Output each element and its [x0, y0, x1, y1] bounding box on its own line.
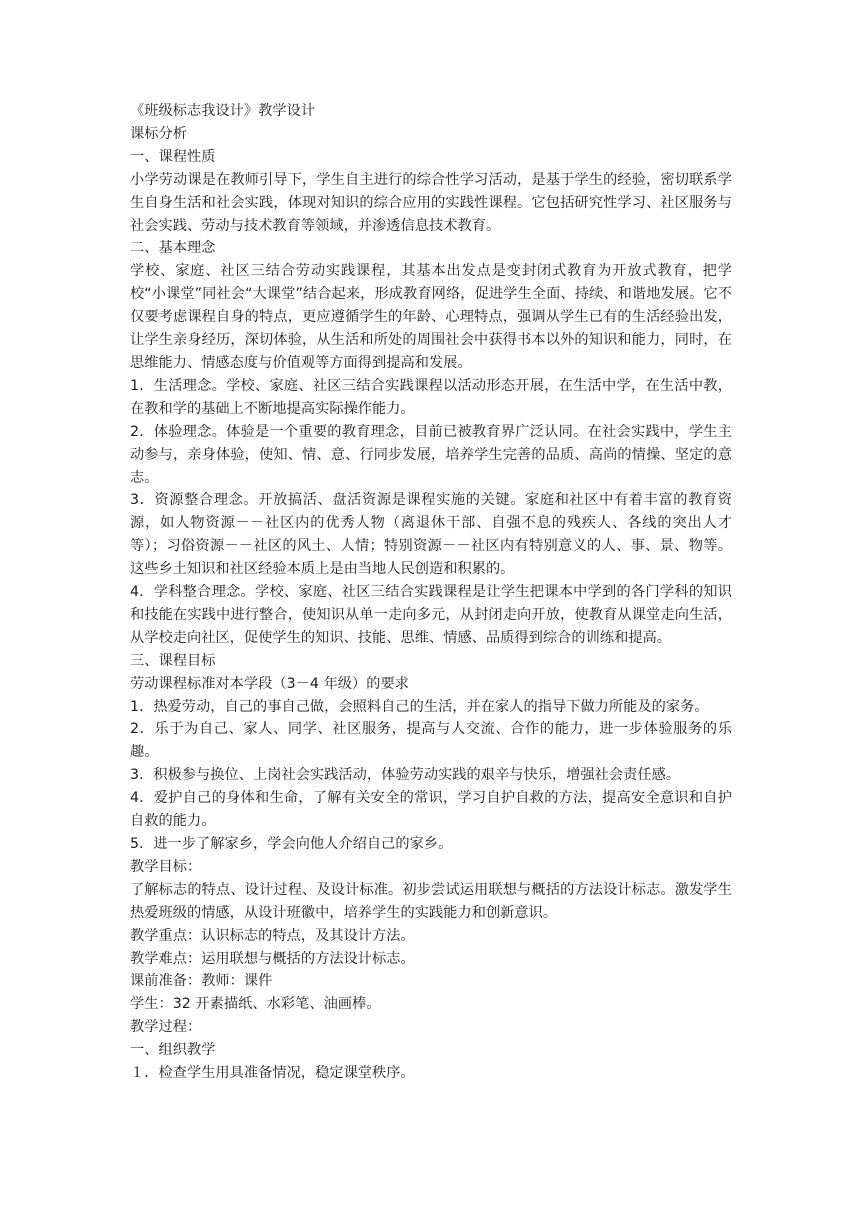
- document-title: 《班级标志我设计》教学设计: [130, 103, 316, 119]
- list-item: 2．体验理念。体验是一个重要的教育理念，目前已被教育界广泛认同。在社会实践中，学生主动参与，亲身体验，使知、情、意、行同步发展，培养学生完善的品质、高尚的情操、坚定的意志。: [130, 423, 732, 486]
- list-item: 3．积极参与换位、上岗社会实践活动，体验劳动实践的艰辛与快乐，增强社会责任感。: [130, 767, 681, 784]
- section-heading: 教学过程：: [130, 1019, 202, 1036]
- paragraph: 小学劳动课是在教师引导下，学生自主进行的综合性学习活动，是基于学生的经验，密切联系学生自身生活和社会实践，体现对知识的综合应用的实践性课程。它包括研究性学习、社区服务与社会实践、劳动与技术教育等领域，并渗透信息技术教育。: [130, 171, 732, 234]
- list-item: 3．资源整合理念。开放搞活、盘活资源是课程实施的关键。家庭和社区中有着丰富的教育资源，如人物资源－－社区内的优秀人物（离退休干部、自强不息的残疾人、各线的突出人才等）；习俗资源－－社区的风土、人情；特别资源－－社区内有特别意义的人、事、景、物等。这些乡土知识和社区经验本质上是由当地人民创造和积累的。: [130, 492, 732, 578]
- list-item: 4．爱护自己的身体和生命，了解有关安全的常识，学习自护自救的方法，提高安全意识和自护自救的能力。: [130, 790, 732, 830]
- section-heading: 教学目标：: [130, 858, 202, 875]
- list-item: 5．进一步了解家乡，学会向他人介绍自己的家乡。: [130, 836, 453, 852]
- list-item: 1．生活理念。学校、家庭、社区三结合实践课程以活动形态开展，在生活中学，在生活中教，在教和学的基础上不断地提高实际操作能力。: [130, 377, 732, 417]
- section-heading: 二、基本理念: [130, 240, 216, 257]
- paragraph: 学生：32 开素描纸、水彩笔、油画棒。: [130, 996, 381, 1013]
- list-item: 4．学科整合理念。学校、家庭、社区三结合实践课程是让学生把课本中学到的各门学科的知识和技能在实践中进行整合，使知识从单一走向多元，从封闭走向开放，使教育从课堂走向生活，从学校走向社区，促使学生的知识、技能、思维、情感、品质得到综合的训练和提高。: [130, 584, 732, 646]
- list-item: 1．热爱劳动，自己的事自己做，会照料自己的生活，并在家人的指导下做力所能及的家务。: [130, 698, 709, 715]
- list-item: 2．乐于为自己、家人、同学、社区服务，提高与人交流、合作的能力，进一步体验服务的乐趣。: [130, 721, 732, 761]
- document-page: [130, 100, 732, 1085]
- section-heading: 三、课程目标: [130, 652, 216, 669]
- section-heading: 课标分析: [130, 125, 187, 142]
- list-item: １．检查学生用具准备情况，稳定课堂秩序。: [130, 1065, 415, 1082]
- paragraph: 劳动课程标准对本学段（3－4 年级）的要求: [130, 675, 409, 692]
- section-heading: 一、课程性质: [130, 148, 216, 165]
- paragraph: 学校、家庭、社区三结合劳动实践课程，其基本出发点是变封闭式教育为开放式教育，把学校“小课堂”同社会“大课堂”结合起来，形成教育网络，促进学生全面、持续、和谐地发展。它不仅要考虑课程自身的特点，更应遵循学生的年龄、心理特点，强调从学生已有的生活经验出发，让学生亲身经历，深切体验，从生活和所处的周围社会中获得书本以外的知识和能力，同时，在思维能力、情感态度与价值观等方面得到提高和发展。: [130, 263, 732, 371]
- paragraph: 课前准备：教师：课件: [130, 973, 273, 990]
- paragraph: 了解标志的特点、设计过程、及设计标准。初步尝试运用联想与概括的方法设计标志。激发学生热爱班级的情感，从设计班徽中，培养学生的实践能力和创新意识。: [130, 881, 732, 921]
- paragraph: 教学难点：运用联想与概括的方法设计标志。: [130, 950, 415, 967]
- paragraph: 教学重点：认识标志的特点，及其设计方法。: [130, 927, 415, 944]
- section-heading: 一、组织教学: [130, 1042, 216, 1059]
